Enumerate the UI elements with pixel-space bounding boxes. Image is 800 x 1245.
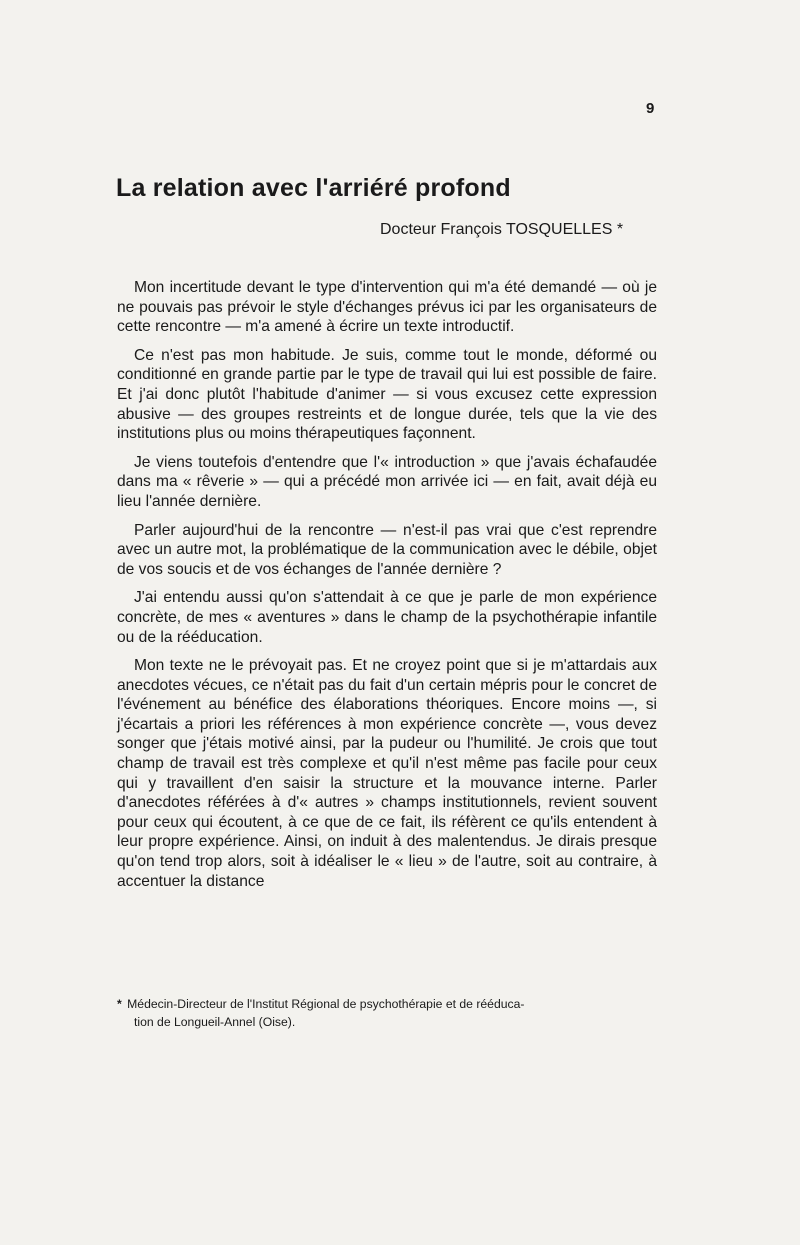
paragraph: Mon incertitude devant le type d'intervention qui m'a été demandé — où je ne pouvais pas prévoir le style d'échanges prévus ici par les organisateurs de cette rencontre — m'a amené à écrire un texte introductif.: [117, 279, 657, 336]
footnote: [117, 995, 657, 1031]
paragraph: Ce n'est pas mon habitude. Je suis, comme tout le monde, déformé ou conditionné en grande partie par le type de travail qui lui est possible de faire. Et j'ai donc plutôt l'habitude d'animer — si vous excusez cette expression abusive — des groupes restreints et de longue durée, tels que la vie des institutions plus ou moins thérapeutiques façonnent.: [117, 346, 657, 443]
footnote-mark: *: [117, 997, 122, 1011]
footnote-line-2: tion de Longueil-Annel (Oise).: [134, 1015, 296, 1029]
paragraph: J'ai entendu aussi qu'on s'attendait à ce que je parle de mon expérience concrète, de mes « aventures » dans le champ de la psychothérapie infantile ou de la rééducation.: [117, 589, 657, 646]
author-line: Docteur François TOSQUELLES *: [380, 221, 624, 238]
paragraph: Mon texte ne le prévoyait pas. Et ne croyez point que si je m'attardais aux anecdotes vécues, ce n'était pas du fait d'un certain mépris pour le concret de l'événement au bénéfice des élaborations théoriques. Encore moins —, si j'écartais a priori les références à mon expérience concrète —, vous devez songer que j'étais motivé ainsi, par la pudeur ou l'humilité. Je crois que tout champ de travail est très complexe et qu'il n'est même pas facile pour ceux qui y travaillent d'en saisir la structure et la mouvance interne. Parler d'anecdotes référées à d'« autres » champs institutionnels, revient souvent pour ceux qui écoutent, à ce que de ce fait, ils réfèrent ce qu'ils entendent à leur propre expérience. Ainsi, on induit à des malentendus. Je dirais presque qu'on tend trop alors, soit à idéaliser le « lieu » de l'autre, soit au contraire, à accentuer la distance: [117, 657, 657, 890]
paragraph: Parler aujourd'hui de la rencontre — n'est-il pas vrai que c'est reprendre avec un autre mot, la problématique de la communication avec le débile, objet de vos soucis et de vos échanges de l'année dernière ?: [117, 521, 657, 578]
footnote-line-1: Médecin-Directeur de l'Institut Régional de psychothérapie et de rééduca-: [127, 997, 525, 1011]
article-body: [117, 278, 657, 900]
page-number: 9: [646, 100, 655, 117]
paragraph: Je viens toutefois d'entendre que l'« introduction » que j'avais échafaudée dans ma « rêverie » — qui a précédé mon arrivée ici — en fait, avait déjà eu lieu l'année dernière.: [117, 453, 657, 510]
article-title: La relation avec l'arriéré profond: [116, 174, 511, 202]
